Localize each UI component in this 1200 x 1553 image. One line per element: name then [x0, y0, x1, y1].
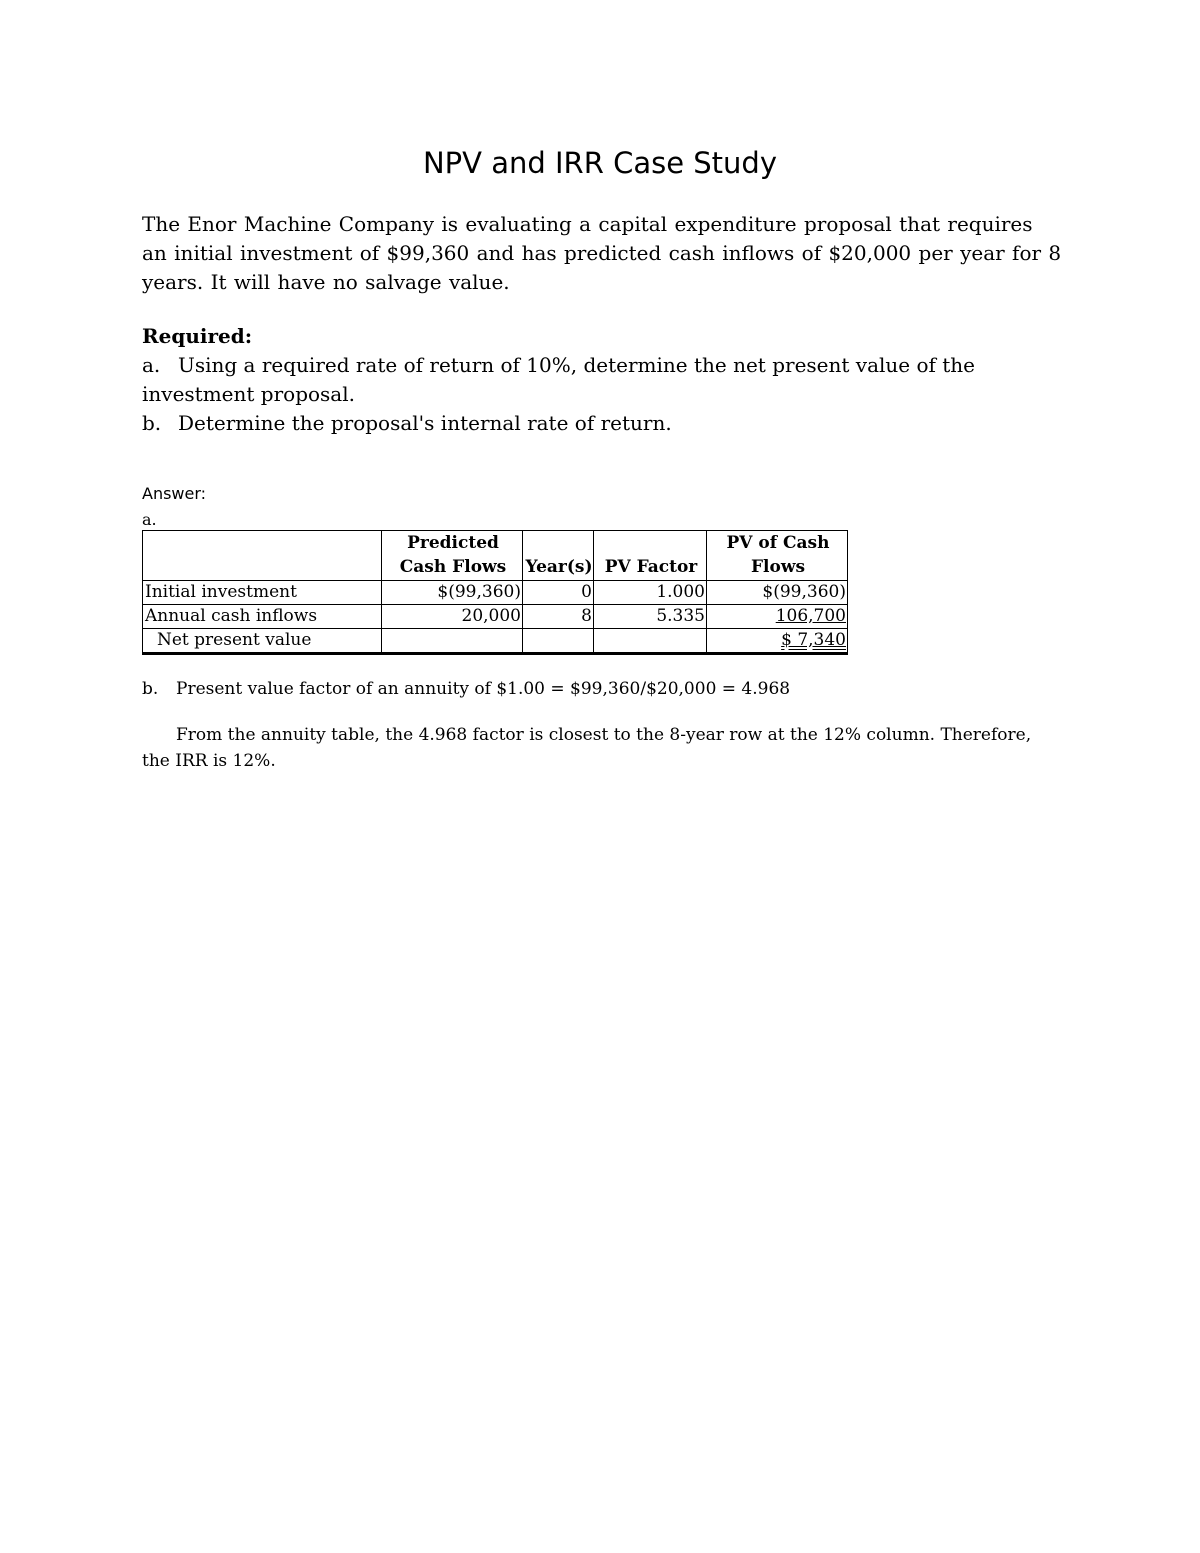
required-heading: Required: [142, 324, 253, 348]
part-b-marker: b. [142, 679, 159, 699]
header-cell-pv-cash-flows: PV of Cash Flows [707, 531, 848, 581]
pv-factor-cell [594, 629, 707, 654]
cash-flows-cell: $(99,360) [382, 581, 523, 605]
required-item-a [142, 351, 1022, 409]
required-item-text: Determine the proposal's internal rate of return. [178, 411, 672, 435]
pv-factor-cell: 1.000 [594, 581, 707, 605]
table-row-total [143, 629, 848, 654]
page-title: NPV and IRR Case Study [422, 146, 777, 180]
table-row [143, 605, 848, 629]
required-item-marker: a. [142, 353, 161, 377]
required-list [142, 351, 1022, 438]
part-b-explanation: From the annuity table, the 4.968 factor is closest to the 8-year row at the 12% column. Therefore, the IRR is 12%. [142, 725, 1032, 771]
part-a-label: a. [142, 510, 157, 529]
cash-flows-cell [382, 629, 523, 654]
npv-table [142, 530, 848, 655]
pv-cash-flows-cell: $(99,360) [707, 581, 848, 605]
years-cell: 0 [523, 581, 594, 605]
row-label: Annual cash inflows [143, 605, 382, 629]
years-cell [523, 629, 594, 654]
header-cell-label [143, 531, 382, 581]
part-b-text: Present value factor of an annuity of $1.00 = $99,360/$20,000 = 4.968 [176, 679, 791, 699]
table-row [143, 581, 848, 605]
pv-factor-cell: 5.335 [594, 605, 707, 629]
pv-cash-flows-cell [707, 629, 848, 654]
answer-label: Answer: [142, 484, 207, 503]
header-cell-cash-flows: Predicted Cash Flows [382, 531, 523, 581]
required-item-text: Using a required rate of return of 10%, determine the net present value of the investment proposal. [142, 353, 976, 406]
pv-cash-flows-cell [707, 605, 848, 629]
part-b-line [142, 676, 1062, 702]
row-label: Net present value [143, 629, 382, 654]
header-cell-years: Year(s) [523, 531, 594, 581]
intro-paragraph: The Enor Machine Company is evaluating a capital expenditure proposal that requires an initial investment of $99,360 and has predicted cash inflows of $20,000 per year for 8 years. It will have no salvage value. [142, 212, 1062, 294]
pv-cash-flows-value: 106,700 [775, 606, 846, 626]
npv-total-value: $ 7,340 [781, 630, 846, 650]
row-label: Initial investment [143, 581, 382, 605]
required-item-marker: b. [142, 411, 162, 435]
years-cell: 8 [523, 605, 594, 629]
required-item-b [142, 409, 1022, 438]
table-header-row [143, 531, 848, 581]
cash-flows-cell: 20,000 [382, 605, 523, 629]
header-cell-pv-factor: PV Factor [594, 531, 707, 581]
